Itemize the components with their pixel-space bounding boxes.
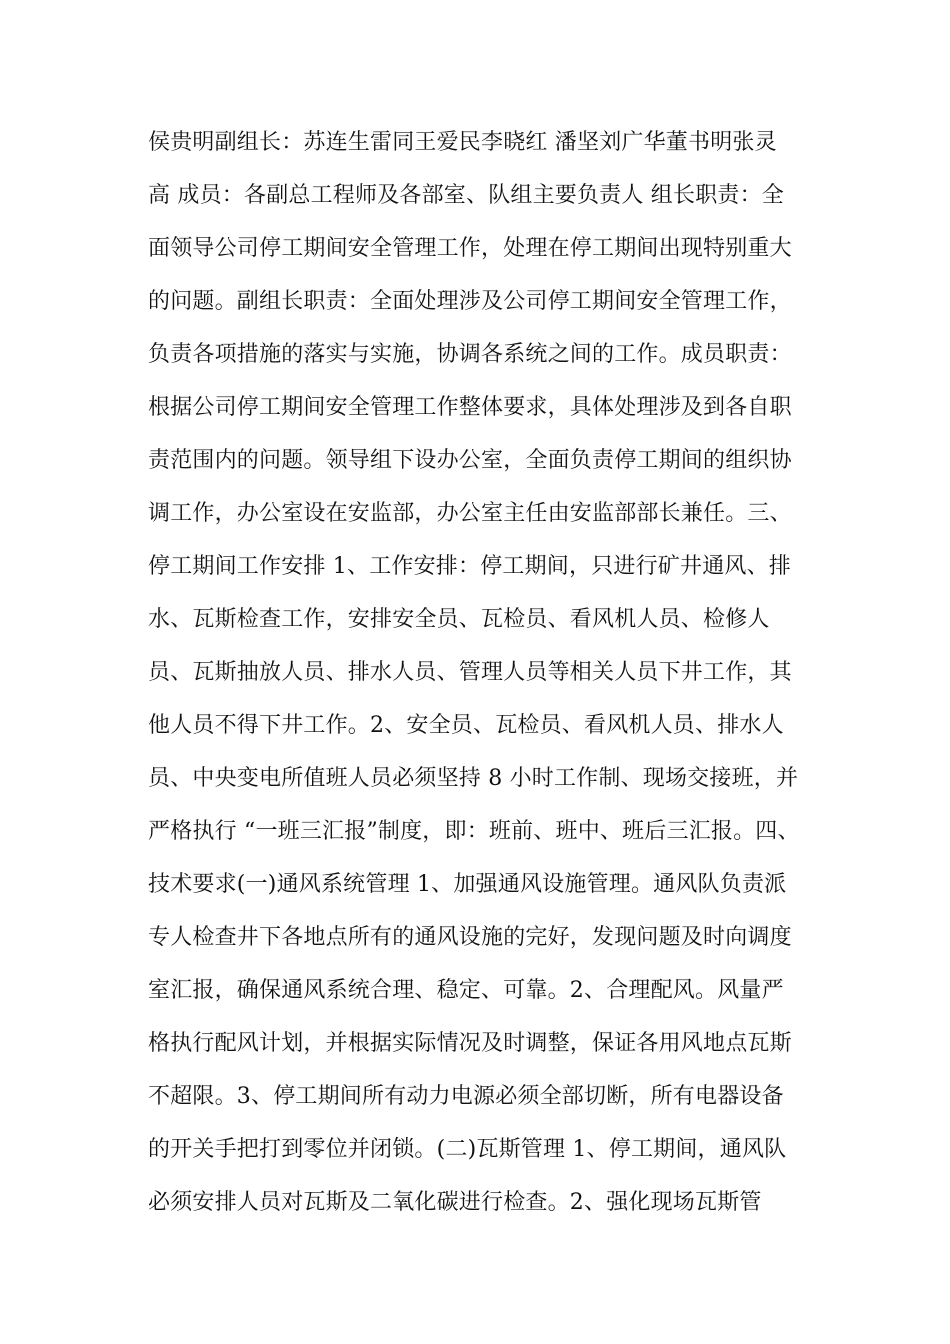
- text-line: 面领导公司停工期间安全管理工作，处理在停工期间出现特别重大: [148, 236, 792, 261]
- text-line: 侯贵明副组长：苏连生雷同王爱民李晓红 潘坚刘广华董书明张灵: [148, 130, 777, 155]
- text-line: 的问题。副组长职责：全面处理涉及公司停工期间安全管理工作，: [148, 289, 792, 314]
- text-line: 根据公司停工期间安全管理工作整体要求，具体处理涉及到各自职: [148, 395, 792, 420]
- text-line: 高 成员：各副总工程师及各部室、队组主要负责人 组长职责：全: [148, 183, 784, 208]
- text-line: 不超限。3、停工期间所有动力电源必须全部切断，所有电器设备: [148, 1084, 784, 1109]
- text-line: 的开关手把打到零位并闭锁。(二)瓦斯管理 1、停工期间，通风队: [148, 1137, 787, 1162]
- text-line: 专人检查井下各地点所有的通风设施的完好，发现问题及时向调度: [148, 925, 792, 950]
- text-line: 员、中央变电所值班人员必须坚持 8 小时工作制、现场交接班，并: [148, 766, 799, 791]
- text-line: 员、瓦斯抽放人员、排水人员、管理人员等相关人员下井工作，其: [148, 660, 792, 685]
- text-line: 室汇报，确保通风系统合理、稳定、可靠。2、合理配风。风量严: [148, 978, 784, 1003]
- text-line: 格执行配风计划，并根据实际情况及时调整，保证各用风地点瓦斯: [148, 1031, 792, 1056]
- text-line: 调工作，办公室设在安监部，办公室主任由安监部部长兼任。三、: [148, 501, 792, 526]
- body-text: [148, 116, 808, 1229]
- text-line: 技术要求(一)通风系统管理 1、加强通风设施管理。通风队负责派: [148, 872, 787, 897]
- text-line: 停工期间工作安排 1、工作安排：停工期间，只进行矿井通风、排: [148, 554, 791, 579]
- text-line: 水、瓦斯检查工作，安排安全员、瓦检员、看风机人员、检修人: [148, 607, 770, 632]
- text-line: 必须安排人员对瓦斯及二氧化碳进行检查。2、强化现场瓦斯管: [148, 1190, 762, 1215]
- text-line: 责范围内的问题。领导组下设办公室，全面负责停工期间的组织协: [148, 448, 792, 473]
- text-line: 负责各项措施的落实与实施，协调各系统之间的工作。成员职责：: [148, 342, 792, 367]
- text-line: 严格执行 “一班三汇报”制度，即：班前、班中、班后三汇报。四、: [148, 819, 800, 844]
- text-line: 他人员不得下井工作。2、安全员、瓦检员、看风机人员、排水人: [148, 713, 784, 738]
